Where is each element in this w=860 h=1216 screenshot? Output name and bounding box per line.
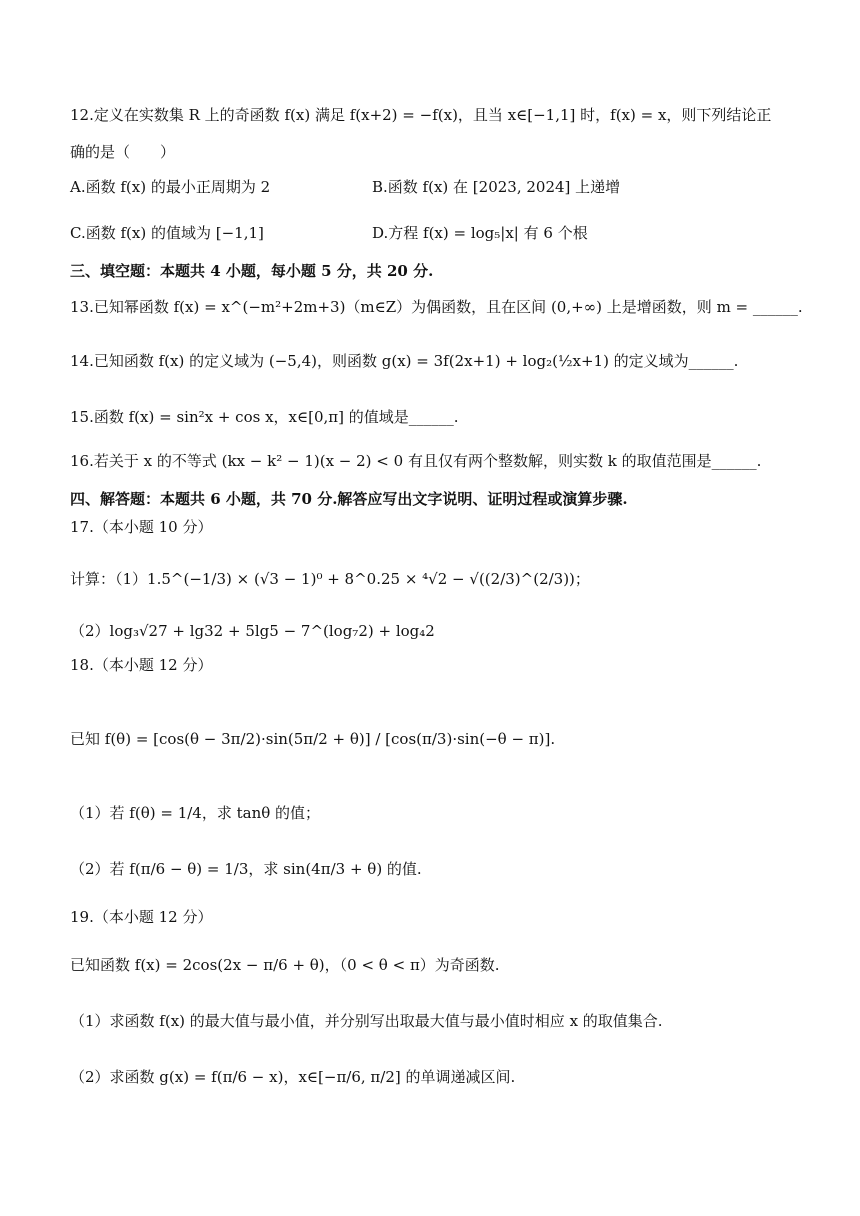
q12-option-c: C.函数 f(x) 的值域为 [−1,1] bbox=[70, 224, 264, 242]
q12-line1: 12.定义在实数集 R 上的奇函数 f(x) 满足 f(x+2) = −f(x)，且当 x∈[−1,1] 时，f(x) = x，则下列结论正 bbox=[70, 106, 772, 124]
q17-title: 17.（本小题 10 分） bbox=[70, 518, 213, 536]
q14-text: 14.已知函数 f(x) 的定义域为 (−5,4)，则函数 g(x) = 3f(2x+1) + log₂(½x+1) 的定义域为______. bbox=[70, 352, 739, 370]
q18-part1: （1）若 f(θ) = 1/4，求 tanθ 的值； bbox=[70, 804, 321, 822]
q12-option-b: B.函数 f(x) 在 [2023, 2024] 上递增 bbox=[372, 178, 621, 196]
q18-title: 18.（本小题 12 分） bbox=[70, 656, 213, 674]
q18-given: 已知 f(θ) = [cos(θ − 3π/2)·sin(5π/2 + θ)] / [cos(π/3)·sin(−θ − π)]. bbox=[70, 730, 556, 748]
q13-text: 13.已知幂函数 f(x) = x^(−m²+2m+3)（m∈Z）为偶函数，且在区间 (0,+∞) 上是增函数，则 m = ______. bbox=[70, 298, 803, 316]
q15-text: 15.函数 f(x) = sin²x + cos x，x∈[0,π] 的值域是______. bbox=[70, 408, 459, 426]
section4-heading: 四、解答题：本题共 6 小题，共 70 分.解答应写出文字说明、证明过程或演算步骤. bbox=[70, 490, 628, 508]
q17-part1: 计算：（1）1.5^(−1/3) × (√3 − 1)⁰ + 8^0.25 × ⁴√2 − √((2/3)^(2/3))； bbox=[70, 570, 590, 588]
q12-line2: 确的是（ ） bbox=[70, 143, 176, 161]
q16-text: 16.若关于 x 的不等式 (kx − k² − 1)(x − 2) < 0 有且仅有两个整数解，则实数 k 的取值范围是______. bbox=[70, 452, 762, 470]
q19-given: 已知函数 f(x) = 2cos(2x − π/6 + θ)，（0 < θ < π）为奇函数. bbox=[70, 956, 500, 974]
q12-option-a: A.函数 f(x) 的最小正周期为 2 bbox=[70, 178, 271, 196]
q18-part2: （2）若 f(π/6 − θ) = 1/3，求 sin(4π/3 + θ) 的值. bbox=[70, 860, 422, 878]
q17-part2: （2）log₃√27 + lg32 + 5lg5 − 7^(log₇2) + log₄2 bbox=[70, 622, 435, 640]
q19-part1: （1）求函数 f(x) 的最大值与最小值，并分别写出取最大值与最小值时相应 x 的取值集合. bbox=[70, 1012, 663, 1030]
q19-title: 19.（本小题 12 分） bbox=[70, 908, 213, 926]
q12-option-d: D.方程 f(x) = log₅|x| 有 6 个根 bbox=[372, 224, 588, 242]
q19-part2: （2）求函数 g(x) = f(π/6 − x)，x∈[−π/6, π/2] 的单调递减区间. bbox=[70, 1068, 516, 1086]
section3-heading: 三、填空题：本题共 4 小题，每小题 5 分，共 20 分. bbox=[70, 262, 434, 280]
